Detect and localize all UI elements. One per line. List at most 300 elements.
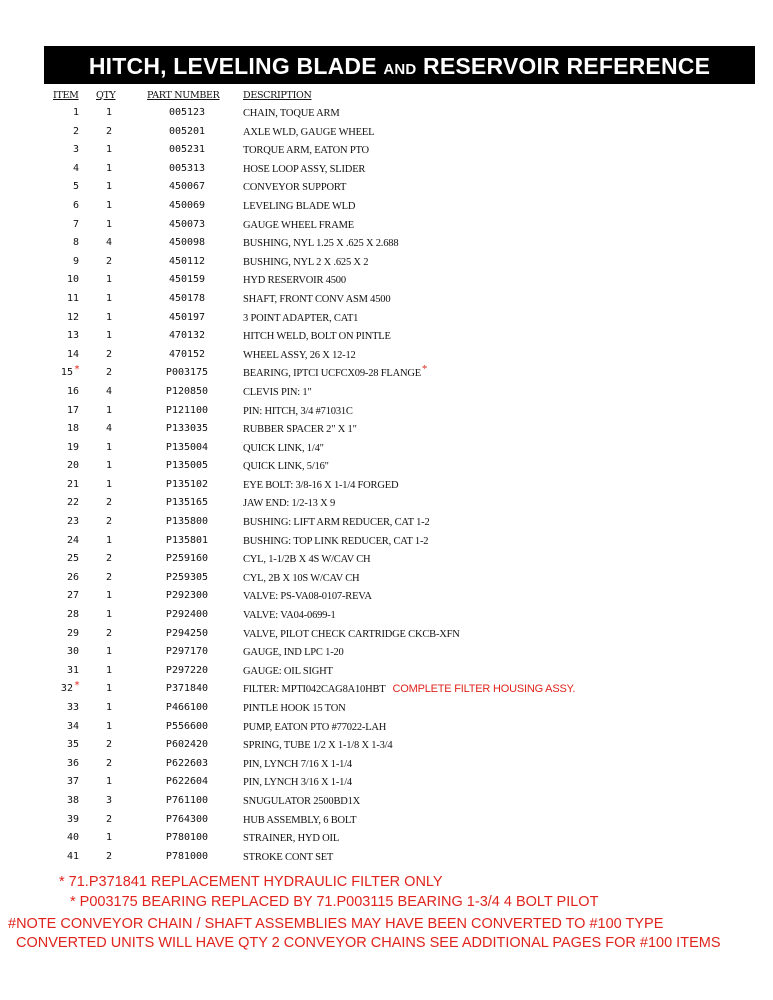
item-number [40,758,80,769]
item-number [40,256,80,267]
description-text: CYL, 2B X 10S W/CAV CH [243,572,360,584]
part-number: P761100 [165,794,209,806]
item-number [40,646,80,657]
item-number [40,609,80,620]
quantity: 2 [105,813,113,825]
item-number-text: 39 [66,813,79,825]
description-text: WHEEL ASSY, 26 X 12-12 [243,349,356,361]
item-number-text: 15 [60,367,73,379]
description-text: JAW END: 1/2-13 X 9 [243,498,335,510]
item-number-text: 30 [66,646,79,658]
quantity: 1 [105,646,113,658]
quantity: 1 [105,292,113,304]
part-number: P466100 [165,702,209,713]
item-number-text: 7 [72,218,79,230]
asterisk-marker: * [73,364,80,376]
part-number: P259160 [165,553,209,565]
item-number [40,553,80,564]
quantity: 1 [105,832,113,844]
header-qty: QTY [96,90,116,101]
quantity: 2 [105,516,113,528]
note-replacement-filter: * 71.P371841 REPLACEMENT HYDRAULIC FILTER ONLY [59,874,443,890]
part-number: P780100 [165,832,209,844]
item-number [40,721,80,732]
item-number [40,405,80,416]
description-text: PIN: HITCH, 3/4 #71031C [243,405,353,417]
part-number: 005231 [168,144,206,156]
description-text: CHAIN, TOQUE ARM [243,108,340,119]
quantity: 2 [105,627,113,639]
item-number-text: 19 [66,441,79,453]
part-number: 005313 [168,162,206,174]
description [243,665,340,677]
quantity: 1 [105,478,113,490]
item-number [40,680,80,695]
quantity: 2 [105,497,113,509]
item-number [40,386,80,397]
item-number-text: 28 [66,609,79,621]
item-number [40,851,80,862]
description [243,721,393,733]
item-number-text: 34 [66,720,79,732]
description-text: STROKE CONT SET [243,851,334,863]
table-row [0,217,773,236]
part-number: P764300 [165,813,209,825]
description-text: AXLE WLD, GAUGE WHEEL [243,126,375,138]
part-number: P602420 [165,739,209,751]
table-row [0,495,773,514]
description-text: BUSHING: TOP LINK REDUCER, CAT 1-2 [243,535,429,547]
part-number: P135004 [165,441,209,453]
part-number: 450112 [168,255,206,267]
description-text: PINTLE HOOK 15 TON [243,703,346,714]
item-number-text: 16 [66,385,79,397]
asterisk-marker: * [421,364,428,376]
item-number-text: 13 [66,330,79,342]
table-row [0,570,773,589]
item-number [40,479,80,490]
item-number-text: 25 [66,553,79,565]
table-row [0,607,773,626]
table-row [0,328,773,347]
item-number-text: 40 [66,832,79,844]
part-number: P292300 [165,590,209,602]
item-number-text: 32 [60,683,73,695]
part-number: 450159 [168,274,206,286]
description [243,126,381,138]
table-row [0,737,773,756]
table-row [0,347,773,366]
part-number: P781000 [165,850,209,862]
quantity: 2 [105,739,113,751]
quantity: 1 [105,199,113,211]
table-row [0,849,773,868]
table-row [0,812,773,831]
item-number [40,181,80,192]
part-number: P135801 [165,534,209,546]
description [243,386,319,398]
part-number: 470132 [168,330,206,342]
asterisk-marker: * [73,680,80,692]
part-number: 450197 [168,311,206,323]
item-number [40,312,80,323]
item-number-text: 10 [66,274,79,286]
item-number-text: 6 [72,199,79,211]
part-number: P120850 [165,385,209,397]
description [243,349,363,361]
description [243,572,366,584]
item-number [40,237,80,248]
description-text: STRAINER, HYD OIL [243,833,340,845]
item-number-text: 27 [66,590,79,602]
item-number [40,274,80,285]
description [243,237,405,249]
part-number: P556600 [165,720,209,732]
description [243,795,367,807]
description-text: HOSE LOOP ASSY, SLIDER [243,163,366,175]
note-conveyor-conversion: #NOTE CONVEYOR CHAIN / SHAFT ASSEMBLIES MAY HAVE BEEN CONVERTED TO #100 TYPE [8,916,664,932]
item-number-text: 14 [66,348,79,360]
title-part-b: RESERVOIR REFERENCE [416,53,711,79]
quantity: 1 [105,404,113,416]
table-row [0,551,773,570]
item-number [40,739,80,750]
table-row [0,533,773,552]
table-row [0,198,773,217]
item-number [40,442,80,453]
table-row [0,421,773,440]
description [243,442,331,454]
item-number-text: 20 [66,460,79,472]
description [243,293,397,305]
item-number [40,516,80,527]
item-number-text: 3 [72,144,79,156]
quantity: 4 [105,385,113,397]
item-number [40,535,80,546]
item-number-text: 29 [66,627,79,639]
description [243,405,360,417]
part-number: P135165 [165,497,209,509]
part-number: 450067 [168,181,206,193]
table-row [0,458,773,477]
item-number [40,364,80,379]
description-text: PUMP, EATON PTO #77022-LAH [243,721,387,733]
quantity: 1 [105,107,113,118]
part-number: 450098 [168,237,206,249]
description-text: VALVE: PS-VA08-0107-REVA [243,591,372,603]
description-text: HUB ASSEMBLY, 6 BOLT [243,814,357,826]
quantity: 2 [105,125,113,137]
description [243,739,399,751]
header-item: ITEM [53,90,79,101]
quantity: 1 [105,162,113,174]
description [243,628,467,640]
quantity: 4 [105,237,113,249]
quantity: 2 [105,367,113,379]
table-row [0,291,773,310]
table-row [0,142,773,161]
quantity: 1 [105,590,113,602]
part-number: P622604 [165,776,209,788]
note-converted-units: CONVERTED UNITS WILL HAVE QTY 2 CONVEYOR CHAINS SEE ADDITIONAL PAGES FOR #100 ITEMS [16,935,721,951]
item-number [40,219,80,230]
part-number: P297220 [165,664,209,676]
table-row [0,663,773,682]
table-row [0,626,773,645]
description [243,814,363,826]
part-number: P297170 [165,646,209,658]
item-number [40,795,80,806]
description-text: VALVE: VA04-0699-1 [243,610,336,622]
description [243,256,375,268]
description [243,590,379,602]
description-text: RUBBER SPACER 2" X 1" [243,424,357,436]
part-number: P135005 [165,460,209,472]
item-number [40,665,80,676]
description-text: SHAFT, FRONT CONV ASM 4500 [243,293,391,305]
description [243,274,353,286]
table-row [0,588,773,607]
item-number-text: 22 [66,497,79,509]
description-text: FILTER: MPTI042CAG8A10HBT [243,684,386,696]
table-row [0,235,773,254]
part-number: P003175 [165,367,209,379]
description [243,758,359,770]
part-number: P135102 [165,478,209,490]
description-text: HITCH WELD, BOLT ON PINTLE [243,331,391,343]
item-number-text: 8 [72,237,79,249]
table-row [0,719,773,738]
item-number-text: 41 [66,850,79,862]
part-number: P133035 [165,423,209,435]
description-text: VALVE, PILOT CHECK CARTRIDGE CKCB-XFN [243,628,460,640]
quantity: 4 [105,423,113,435]
item-number [40,460,80,471]
description [243,479,405,491]
table-row [0,756,773,775]
note-bearing-replaced: * P003175 BEARING REPLACED BY 71.P003115 BEARING 1-3/4 4 BOLT PILOT [70,894,599,910]
item-number-text: 38 [66,794,79,806]
quantity: 1 [105,311,113,323]
item-number [40,590,80,601]
item-number-text: 33 [66,702,79,713]
description [243,460,336,472]
item-number-text: 17 [66,404,79,416]
description [243,609,343,621]
table-row [0,774,773,793]
description [243,497,342,509]
description-text: QUICK LINK, 1/4" [243,442,324,454]
quantity: 1 [105,274,113,286]
quantity: 1 [105,720,113,732]
table-row [0,681,773,700]
item-number [40,776,80,787]
item-number [40,107,80,118]
description [243,312,365,324]
quantity: 1 [105,441,113,453]
item-number [40,628,80,639]
table-row [0,644,773,663]
description [243,330,398,342]
quantity: 2 [105,348,113,360]
part-number: 470152 [168,348,206,360]
part-number: 005123 [168,107,206,118]
page-title [44,46,755,84]
table-row [0,179,773,198]
item-number [40,144,80,155]
title-connector: AND [383,61,417,78]
item-number [40,497,80,508]
part-number: P622603 [165,757,209,769]
item-number-text: 18 [66,423,79,435]
table-row [0,477,773,496]
table-row [0,310,773,329]
item-number-text: 36 [66,757,79,769]
description [243,219,361,231]
item-number [40,572,80,583]
item-number-text: 26 [66,571,79,583]
item-number [40,423,80,434]
description-text: CONVEYOR SUPPORT [243,182,347,194]
part-number: P135800 [165,516,209,528]
table-row [0,365,773,384]
header-description: DESCRIPTION [243,90,312,101]
description-text: GAUGE: OIL SIGHT [243,665,333,677]
item-number-text: 31 [66,664,79,676]
description [243,832,346,844]
quantity: 1 [105,181,113,193]
quantity: 1 [105,702,113,713]
table-row [0,830,773,849]
description-text: SNUGULATOR 2500BD1X [243,795,361,807]
title-part-a: HITCH, LEVELING BLADE [88,53,384,79]
quantity: 1 [105,664,113,676]
quantity: 2 [105,850,113,862]
description-text: BUSHING, NYL 1.25 X .625 X 2.688 [243,238,399,250]
table-row [0,254,773,273]
description-text: CLEVIS PIN: 1" [243,386,312,398]
item-number-text: 11 [66,292,79,304]
item-number-text: 1 [72,107,79,118]
description [243,776,359,788]
item-number-text: 21 [66,478,79,490]
item-number [40,293,80,304]
item-number-text: 9 [72,255,79,267]
parts-table [0,105,773,867]
quantity: 1 [105,330,113,342]
description-text: EYE BOLT: 3/8-16 X 1-1/4 FORGED [243,479,399,491]
part-number: P294250 [165,627,209,639]
quantity: 2 [105,255,113,267]
part-number: P259305 [165,571,209,583]
table-row [0,514,773,533]
description-text: BUSHING: LIFT ARM REDUCER, CAT 1-2 [243,517,430,529]
table-row [0,161,773,180]
table-row [0,700,773,719]
item-number [40,832,80,843]
description-text: SPRING, TUBE 1/2 X 1-1/8 X 1-3/4 [243,740,393,752]
description-text: LEVELING BLADE WLD [243,200,356,212]
description [243,107,346,119]
part-number: P121100 [165,404,209,416]
description-text: PIN, LYNCH 7/16 X 1-1/4 [243,758,352,770]
item-number [40,349,80,360]
item-number-text: 24 [66,534,79,546]
part-number: P292400 [165,609,209,621]
quantity: 1 [105,609,113,621]
part-number: P371840 [165,683,209,695]
table-row [0,272,773,291]
description-text: PIN, LYNCH 3/16 X 1-1/4 [243,777,352,789]
quantity: 1 [105,683,113,695]
item-number-text: 37 [66,776,79,788]
quantity: 3 [105,794,113,806]
description-text: 3 POINT ADAPTER, CAT1 [243,312,359,324]
description-text: BEARING, IPTCI UCFCX09-28 FLANGE [243,368,421,380]
item-number [40,702,80,713]
description-text: QUICK LINK, 5/16" [243,461,329,473]
quantity: 2 [105,553,113,565]
quantity: 1 [105,776,113,788]
part-number: 450178 [168,292,206,304]
item-number-text: 2 [72,125,79,137]
part-number: 450069 [168,199,206,211]
description-text: CYL, 1-1/2B X 4S W/CAV CH [243,554,371,566]
quantity: 1 [105,144,113,156]
part-number: 005201 [168,125,206,137]
description-text: HYD RESERVOIR 4500 [243,275,346,287]
description [243,851,340,863]
description [243,181,353,193]
quantity: 2 [105,571,113,583]
description [243,683,575,695]
quantity: 1 [105,534,113,546]
item-number [40,163,80,174]
item-number-text: 4 [72,162,79,174]
description [243,702,352,714]
description-text: GAUGE WHEEL FRAME [243,219,354,231]
row-note: COMPLETE FILTER HOUSING ASSY. [392,683,576,696]
header-part-number: PART NUMBER [147,90,220,101]
item-number-text: 5 [72,181,79,193]
description [243,553,377,565]
quantity: 1 [105,218,113,230]
item-number-text: 12 [66,311,79,323]
description [243,200,362,212]
table-row [0,124,773,143]
item-number-text: 23 [66,516,79,528]
table-row [0,384,773,403]
description [243,364,433,380]
description [243,423,364,435]
table-row [0,440,773,459]
part-number: 450073 [168,218,206,230]
table-row [0,105,773,124]
quantity: 2 [105,757,113,769]
item-number [40,330,80,341]
description [243,144,376,156]
table-row [0,793,773,812]
item-number [40,126,80,137]
item-number [40,200,80,211]
description [243,163,372,175]
description [243,516,437,528]
description-text: TORQUE ARM, EATON PTO [243,145,369,157]
description-text: GAUGE, IND LPC 1-20 [243,647,344,659]
item-number [40,814,80,825]
item-number-text: 35 [66,739,79,751]
description-text: BUSHING, NYL 2 X .625 X 2 [243,256,369,268]
